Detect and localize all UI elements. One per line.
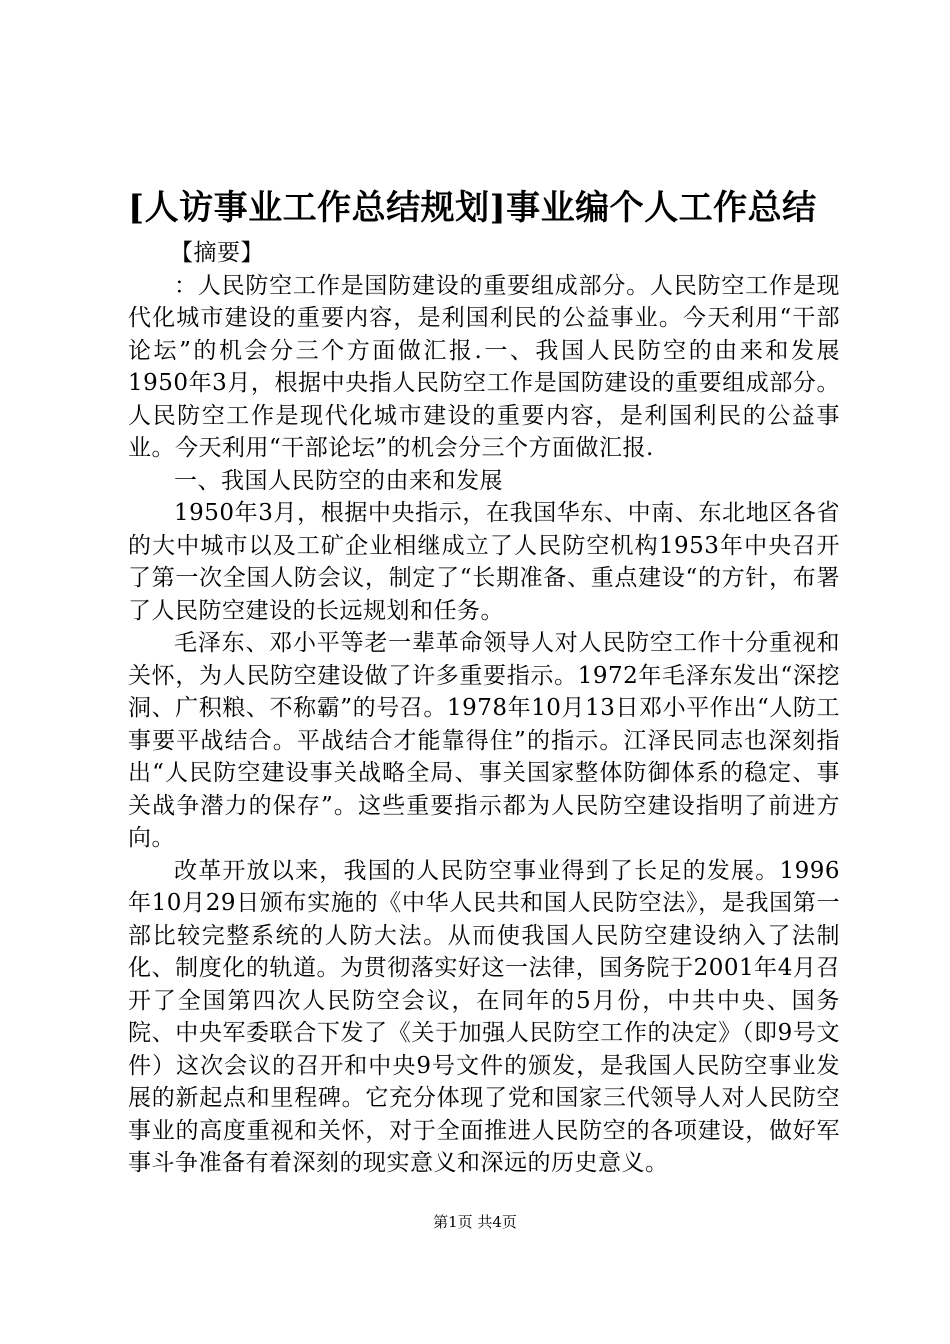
abstract-heading: 【摘要】 <box>170 240 264 266</box>
document-body <box>128 237 840 1180</box>
body-paragraph: 改革开放以来，我国的人民防空事业得到了长足的发展。1996年10月29日颁布实施的《中华人民共和国人民防空法》，是我国第一部比较完整系统的人防大法。从而使我国人民防空建设纳入了法制化、制度化的轨道。为贯彻落实好这一法律，国务院于2001年4月召开了全国第四次人民防空会议，在同年的5月份，中共中央、国务院、中央军委联合下发了《关于加强人民防空工作的决定》（即9号文件）这次会议的召开和中央9号文件的颁发，是我国人民防空事业发展的新起点和里程碑。它充分体现了党和国家三代领导人对人民防空事业的高度重视和关怀，对于全面推进人民防空的各项建设，做好军事斗争准备有着深刻的现实意义和深远的历史意义。 <box>128 857 840 1176</box>
abstract-paragraph: ：人民防空工作是国防建设的重要组成部分。人民防空工作是现代化城市建设的重要内容，是利国利民的公益事业。今天利用“干部论坛”的机会分三个方面做汇报.一、我国人民防空的由来和发展1950年3月，根据中央指人民防空工作是国防建设的重要组成部分。人民防空工作是现代化城市建设的重要内容，是利国利民的公益事业。今天利用“干部论坛”的机会分三个方面做汇报. <box>128 272 840 461</box>
document-title: [人访事业工作总结规划]事业编个人工作总结 <box>128 188 817 228</box>
page-footer: 第1页 共4页 <box>433 1213 517 1231</box>
body-paragraph: 1950年3月，根据中央指示，在我国华东、中南、东北地区各省的大中城市以及工矿企业相继成立了人民防空机构1953年中央召开了第一次全国人防会议，制定了“长期准备、重点建设“的方针，布署了人民防空建设的长远规划和任务。 <box>128 500 840 624</box>
body-paragraph: 毛泽东、邓小平等老一辈革命领导人对人民防空工作十分重视和关怀，为人民防空建设做了许多重要指示。1972年毛泽东发出“深挖洞、广积粮、不称霸”的号召。1978年10月13日邓小平作出“人防工事要平战结合。平战结合才能靠得住”的指示。江泽民同志也深刻指出“人民防空建设事关战略全局、事关国家整体防御体系的稳定、事关战争潜力的保存”。这些重要指示都为人民防空建设指明了前进方向。 <box>128 630 840 851</box>
section-heading: 一、我国人民防空的由来和发展 <box>174 467 503 494</box>
